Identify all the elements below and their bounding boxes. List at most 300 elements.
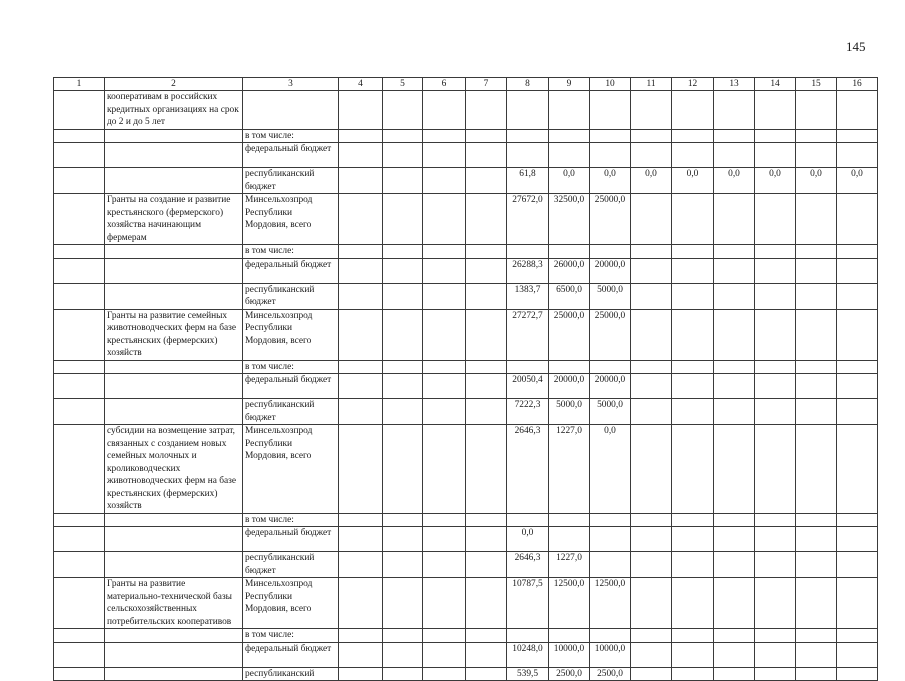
row-number-cell (54, 143, 105, 168)
row-number-cell (54, 578, 105, 629)
value-cell (383, 168, 423, 194)
value-cell (796, 245, 837, 259)
column-number: 13 (714, 78, 755, 91)
value-cell (423, 667, 466, 681)
value-cell (466, 578, 507, 629)
value-cell (837, 399, 878, 425)
value-cell (672, 194, 714, 245)
value-cell (423, 578, 466, 629)
value-cell (549, 129, 590, 143)
row-number-cell (54, 168, 105, 194)
executor-funding-source-cell: республиканский (243, 667, 339, 681)
value-cell (466, 425, 507, 514)
value-cell (631, 513, 672, 527)
value-cell (796, 513, 837, 527)
value-cell: 20000,0 (549, 374, 590, 399)
value-cell: 32500,0 (549, 194, 590, 245)
value-cell: 0,0 (837, 168, 878, 194)
value-cell (423, 513, 466, 527)
value-cell (672, 374, 714, 399)
value-cell (339, 425, 383, 514)
value-cell (590, 360, 631, 374)
value-cell: 2646,3 (507, 425, 549, 514)
value-cell (423, 309, 466, 360)
activity-name-cell (105, 245, 243, 259)
executor-funding-source-cell: Минсельхозпрод Республики Мордовия, всего (243, 578, 339, 629)
value-cell (672, 513, 714, 527)
activity-name-cell: субсидии на возмещение затрат, связанных с созданием новых семейных молочных и кролиководческих животноводческих ферм на базе крестьянских (фермерских) хозяйств (105, 425, 243, 514)
value-cell (549, 91, 590, 130)
row-number-cell (54, 527, 105, 552)
value-cell (423, 91, 466, 130)
table-row (54, 168, 878, 194)
activity-name-cell (105, 552, 243, 578)
value-cell (755, 129, 796, 143)
executor-funding-source-cell: в том числе: (243, 245, 339, 259)
value-cell: 27272,7 (507, 309, 549, 360)
value-cell (672, 552, 714, 578)
executor-funding-source-cell: в том числе: (243, 129, 339, 143)
value-cell: 6500,0 (549, 283, 590, 309)
executor-funding-source-cell: республиканский бюджет (243, 552, 339, 578)
value-cell (466, 399, 507, 425)
value-cell (339, 642, 383, 667)
value-cell: 20050,4 (507, 374, 549, 399)
value-cell (672, 258, 714, 283)
budget-table (53, 77, 878, 681)
value-cell (837, 425, 878, 514)
value-cell (339, 527, 383, 552)
value-cell (672, 399, 714, 425)
value-cell (714, 91, 755, 130)
executor-funding-source-cell: республиканский бюджет (243, 168, 339, 194)
value-cell (590, 552, 631, 578)
value-cell (755, 374, 796, 399)
value-cell (590, 513, 631, 527)
value-cell (837, 578, 878, 629)
value-cell (837, 143, 878, 168)
activity-name-cell: Гранты на создание и развитие крестьянского (фермерского) хозяйства начинающим фермерам (105, 194, 243, 245)
value-cell (466, 309, 507, 360)
value-cell (466, 283, 507, 309)
table-row (54, 194, 878, 245)
table-row (54, 642, 878, 667)
value-cell (383, 129, 423, 143)
value-cell (672, 667, 714, 681)
value-cell (590, 527, 631, 552)
table-row (54, 309, 878, 360)
value-cell (631, 527, 672, 552)
value-cell (796, 552, 837, 578)
value-cell (755, 245, 796, 259)
value-cell (672, 143, 714, 168)
activity-name-cell (105, 143, 243, 168)
value-cell (423, 143, 466, 168)
value-cell (383, 91, 423, 130)
value-cell (590, 143, 631, 168)
value-cell (837, 667, 878, 681)
executor-funding-source-cell: Минсельхозпрод Республики Мордовия, всего (243, 425, 339, 514)
column-number: 16 (837, 78, 878, 91)
value-cell (837, 283, 878, 309)
value-cell (383, 527, 423, 552)
value-cell (672, 129, 714, 143)
table-row (54, 399, 878, 425)
value-cell (423, 399, 466, 425)
value-cell (796, 578, 837, 629)
value-cell (714, 642, 755, 667)
column-number: 15 (796, 78, 837, 91)
value-cell (507, 129, 549, 143)
value-cell: 10000,0 (590, 642, 631, 667)
executor-funding-source-cell: Минсельхозпрод Республики Мордовия, всего (243, 194, 339, 245)
value-cell (339, 129, 383, 143)
value-cell: 0,0 (631, 168, 672, 194)
value-cell (837, 552, 878, 578)
value-cell (339, 513, 383, 527)
value-cell (631, 129, 672, 143)
value-cell: 7222,3 (507, 399, 549, 425)
value-cell (466, 360, 507, 374)
value-cell (507, 143, 549, 168)
activity-name-cell (105, 527, 243, 552)
value-cell (631, 309, 672, 360)
value-cell: 10787,5 (507, 578, 549, 629)
executor-funding-source-cell: федеральный бюджет (243, 527, 339, 552)
value-cell (507, 360, 549, 374)
column-number: 14 (755, 78, 796, 91)
value-cell (339, 399, 383, 425)
activity-name-cell (105, 642, 243, 667)
value-cell (383, 399, 423, 425)
value-cell (755, 578, 796, 629)
value-cell (755, 425, 796, 514)
value-cell (549, 527, 590, 552)
value-cell (423, 425, 466, 514)
value-cell (339, 91, 383, 130)
value-cell (672, 245, 714, 259)
value-cell (423, 258, 466, 283)
executor-funding-source-cell: в том числе: (243, 629, 339, 643)
value-cell (423, 194, 466, 245)
value-cell: 12500,0 (549, 578, 590, 629)
value-cell (796, 425, 837, 514)
value-cell: 0,0 (590, 425, 631, 514)
value-cell (714, 578, 755, 629)
value-cell: 10000,0 (549, 642, 590, 667)
executor-funding-source-cell: в том числе: (243, 360, 339, 374)
value-cell: 26000,0 (549, 258, 590, 283)
value-cell (714, 309, 755, 360)
value-cell (796, 399, 837, 425)
value-cell: 25000,0 (590, 309, 631, 360)
value-cell (423, 129, 466, 143)
value-cell (714, 552, 755, 578)
value-cell (549, 360, 590, 374)
table-row (54, 374, 878, 399)
value-cell (755, 194, 796, 245)
value-cell (423, 360, 466, 374)
row-number-cell (54, 552, 105, 578)
value-cell (383, 309, 423, 360)
value-cell: 5000,0 (590, 399, 631, 425)
executor-funding-source-cell: республиканский бюджет (243, 399, 339, 425)
value-cell (714, 667, 755, 681)
activity-name-cell (105, 258, 243, 283)
value-cell (714, 425, 755, 514)
value-cell: 0,0 (672, 168, 714, 194)
value-cell (631, 283, 672, 309)
value-cell (672, 309, 714, 360)
value-cell (466, 129, 507, 143)
value-cell: 5000,0 (549, 399, 590, 425)
value-cell (383, 283, 423, 309)
table-row (54, 258, 878, 283)
table-row (54, 425, 878, 514)
row-number-cell (54, 283, 105, 309)
value-cell (383, 143, 423, 168)
value-cell (549, 143, 590, 168)
value-cell (837, 374, 878, 399)
value-cell (714, 513, 755, 527)
value-cell (423, 374, 466, 399)
value-cell (755, 399, 796, 425)
value-cell: 2500,0 (590, 667, 631, 681)
value-cell (755, 91, 796, 130)
value-cell (796, 143, 837, 168)
table-row (54, 578, 878, 629)
value-cell (423, 527, 466, 552)
row-number-cell (54, 129, 105, 143)
value-cell (714, 245, 755, 259)
value-cell (672, 642, 714, 667)
value-cell: 1227,0 (549, 552, 590, 578)
value-cell (714, 283, 755, 309)
activity-name-cell (105, 168, 243, 194)
column-number: 1 (54, 78, 105, 91)
row-number-cell (54, 374, 105, 399)
value-cell (507, 513, 549, 527)
value-cell (383, 360, 423, 374)
row-number-cell (54, 513, 105, 527)
value-cell (383, 513, 423, 527)
column-number: 7 (466, 78, 507, 91)
value-cell (339, 143, 383, 168)
executor-funding-source-cell: федеральный бюджет (243, 143, 339, 168)
value-cell: 0,0 (590, 168, 631, 194)
value-cell (383, 642, 423, 667)
value-cell (507, 245, 549, 259)
column-number: 6 (423, 78, 466, 91)
value-cell (631, 91, 672, 130)
value-cell (423, 168, 466, 194)
value-cell (383, 194, 423, 245)
table-row (54, 129, 878, 143)
value-cell (837, 513, 878, 527)
row-number-cell (54, 245, 105, 259)
value-cell: 0,0 (796, 168, 837, 194)
value-cell (339, 168, 383, 194)
value-cell (837, 527, 878, 552)
value-cell (339, 360, 383, 374)
value-cell (423, 245, 466, 259)
value-cell (466, 513, 507, 527)
value-cell (339, 245, 383, 259)
value-cell (590, 245, 631, 259)
executor-funding-source-cell: в том числе: (243, 513, 339, 527)
executor-funding-source-cell: федеральный бюджет (243, 374, 339, 399)
value-cell (837, 360, 878, 374)
value-cell: 27672,0 (507, 194, 549, 245)
column-number: 9 (549, 78, 590, 91)
value-cell (549, 245, 590, 259)
value-cell (383, 667, 423, 681)
value-cell: 1383,7 (507, 283, 549, 309)
value-cell (466, 258, 507, 283)
table-row (54, 513, 878, 527)
column-number: 10 (590, 78, 631, 91)
value-cell (423, 283, 466, 309)
value-cell (837, 245, 878, 259)
value-cell (796, 283, 837, 309)
value-cell (466, 552, 507, 578)
value-cell (631, 258, 672, 283)
value-cell (714, 258, 755, 283)
executor-funding-source-cell: федеральный бюджет (243, 258, 339, 283)
value-cell: 0,0 (507, 527, 549, 552)
value-cell (672, 425, 714, 514)
value-cell (796, 667, 837, 681)
row-number-cell (54, 642, 105, 667)
value-cell (549, 513, 590, 527)
column-number: 12 (672, 78, 714, 91)
value-cell (796, 194, 837, 245)
value-cell (672, 527, 714, 552)
row-number-cell (54, 667, 105, 681)
row-number-cell (54, 309, 105, 360)
executor-funding-source-cell: федеральный бюджет (243, 642, 339, 667)
value-cell: 0,0 (714, 168, 755, 194)
value-cell (714, 399, 755, 425)
value-cell: 20000,0 (590, 374, 631, 399)
value-cell (507, 91, 549, 130)
row-number-cell (54, 258, 105, 283)
value-cell (796, 527, 837, 552)
value-cell (672, 283, 714, 309)
value-cell: 2646,3 (507, 552, 549, 578)
value-cell (714, 143, 755, 168)
activity-name-cell: Гранты на развитие материально-технической базы сельскохозяйственных потребительских кооперативов (105, 578, 243, 629)
column-number-row (54, 78, 878, 91)
value-cell (755, 258, 796, 283)
value-cell (755, 143, 796, 168)
executor-funding-source-cell: республиканский бюджет (243, 283, 339, 309)
value-cell (339, 258, 383, 283)
table-body (54, 91, 878, 681)
table-row (54, 143, 878, 168)
value-cell (714, 374, 755, 399)
value-cell (631, 245, 672, 259)
value-cell (631, 667, 672, 681)
value-cell (339, 578, 383, 629)
value-cell (837, 194, 878, 245)
activity-name-cell: Гранты на развитие семейных животноводческих ферм на базе крестьянских (фермерских) хозяйств (105, 309, 243, 360)
value-cell (714, 129, 755, 143)
value-cell (339, 667, 383, 681)
value-cell (383, 578, 423, 629)
value-cell (755, 309, 796, 360)
value-cell (466, 143, 507, 168)
column-number: 2 (105, 78, 243, 91)
value-cell (796, 91, 837, 130)
value-cell: 2500,0 (549, 667, 590, 681)
value-cell (796, 642, 837, 667)
column-number: 5 (383, 78, 423, 91)
value-cell (339, 552, 383, 578)
value-cell (466, 194, 507, 245)
value-cell: 20000,0 (590, 258, 631, 283)
value-cell: 0,0 (549, 168, 590, 194)
value-cell (466, 667, 507, 681)
value-cell (383, 425, 423, 514)
table-row (54, 245, 878, 259)
value-cell (466, 245, 507, 259)
value-cell: 25000,0 (590, 194, 631, 245)
value-cell (796, 258, 837, 283)
value-cell (796, 309, 837, 360)
value-cell (466, 527, 507, 552)
activity-name-cell (105, 283, 243, 309)
value-cell (672, 360, 714, 374)
value-cell (590, 129, 631, 143)
value-cell (339, 374, 383, 399)
value-cell (383, 374, 423, 399)
value-cell (796, 374, 837, 399)
value-cell (631, 374, 672, 399)
activity-name-cell (105, 667, 243, 681)
value-cell (837, 309, 878, 360)
activity-name-cell (105, 374, 243, 399)
value-cell (755, 642, 796, 667)
value-cell (837, 642, 878, 667)
executor-funding-source-cell (243, 91, 339, 130)
value-cell (796, 129, 837, 143)
row-number-cell (54, 194, 105, 245)
activity-name-cell: кооперативам в российских кредитных организациях на срок до 2 и до 5 лет (105, 91, 243, 130)
table-row (54, 552, 878, 578)
value-cell (796, 360, 837, 374)
column-number: 3 (243, 78, 339, 91)
row-number-cell (54, 425, 105, 514)
value-cell (631, 552, 672, 578)
value-cell (466, 374, 507, 399)
value-cell (755, 667, 796, 681)
value-cell: 5000,0 (590, 283, 631, 309)
value-cell (714, 360, 755, 374)
value-cell (339, 283, 383, 309)
value-cell (631, 425, 672, 514)
table-row (54, 91, 878, 130)
value-cell (423, 552, 466, 578)
page-number: 145 (846, 39, 866, 54)
value-cell (590, 91, 631, 130)
value-cell (339, 194, 383, 245)
value-cell (383, 552, 423, 578)
activity-name-cell (105, 129, 243, 143)
column-number: 4 (339, 78, 383, 91)
value-cell (466, 642, 507, 667)
value-cell (714, 194, 755, 245)
